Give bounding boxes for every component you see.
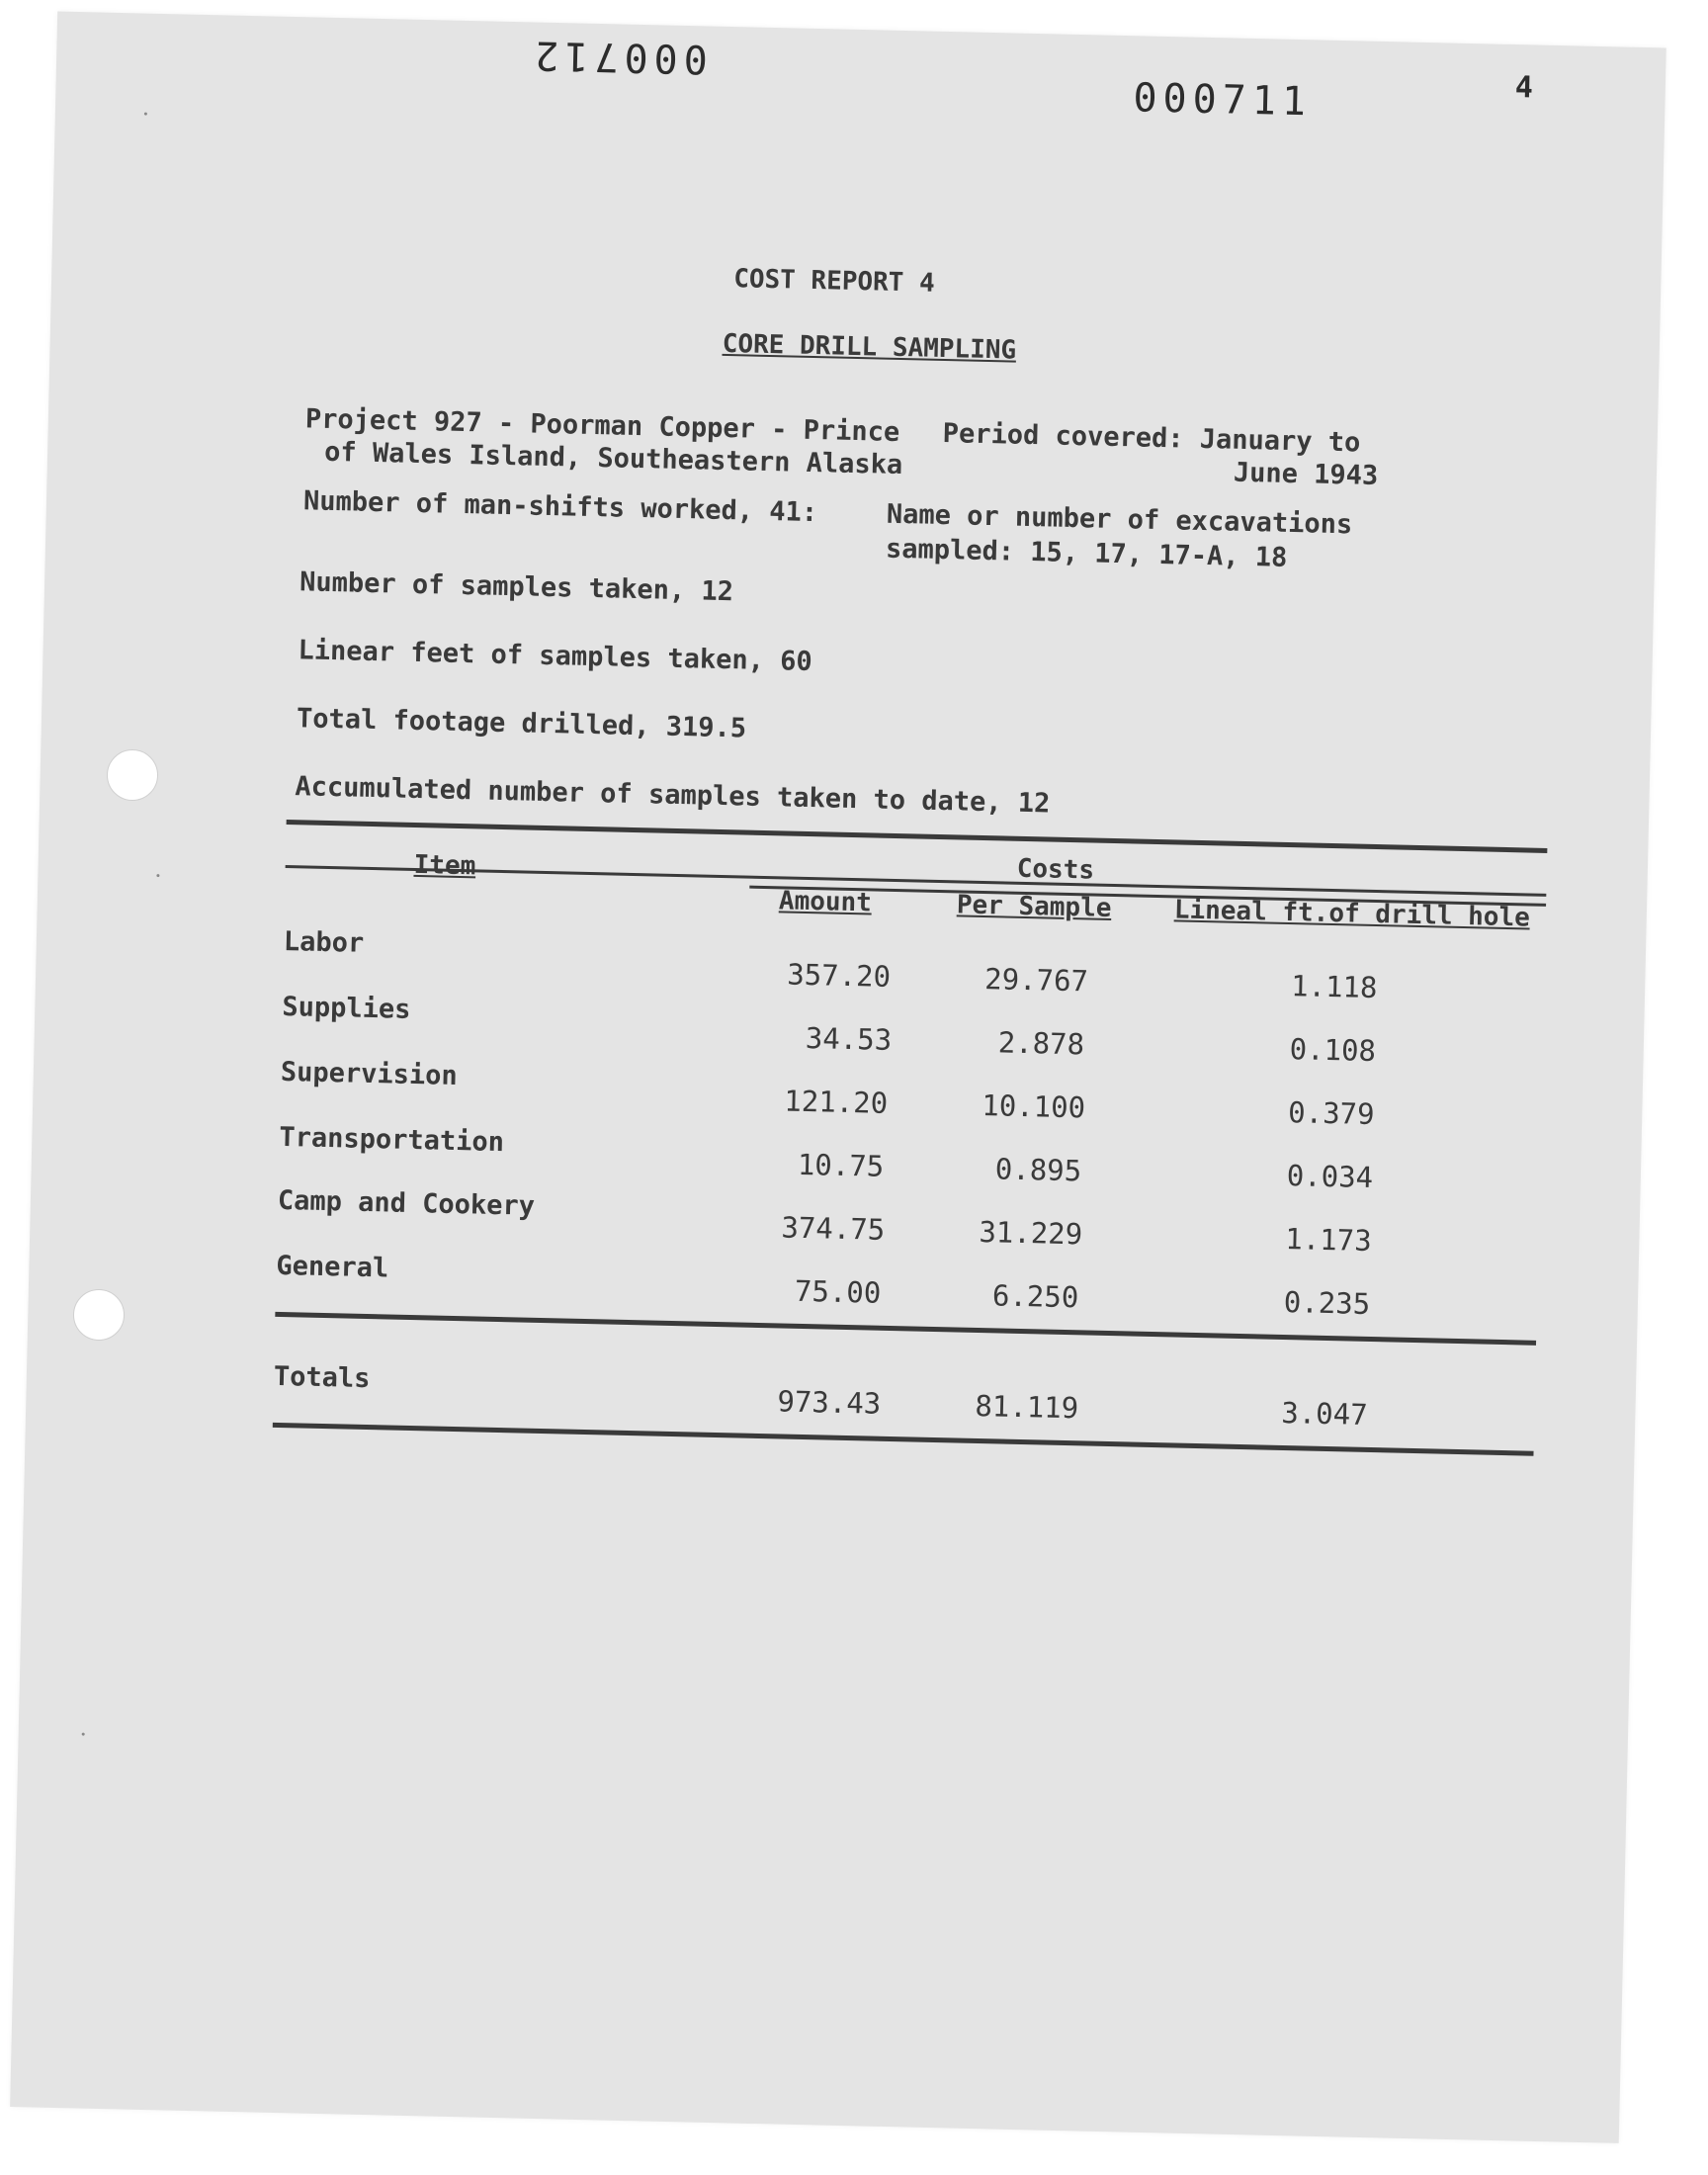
row-per-sample-camp-and-cookery: 31.229 [979,1215,1083,1252]
row-per-sample-transportation: 0.895 [994,1152,1082,1188]
row-per-sample-labor: 29.767 [983,962,1089,999]
punch-hole-upper [107,749,158,801]
row-item-transportation: Transportation [279,1121,505,1159]
row-lineal-supplies: 0.108 [1289,1032,1377,1069]
document-page [10,12,1666,2143]
excavations-line-2: sampled: 15, 17, 17-A, 18 [885,533,1288,573]
row-item-camp-and-cookery: Camp and Cookery [277,1184,536,1222]
row-amount-supplies: 34.53 [805,1020,893,1057]
paper-speck [156,874,159,877]
row-lineal-transportation: 0.034 [1286,1159,1374,1195]
row-amount-labor: 357.20 [786,957,892,994]
period-line-2: June 1943 [1233,457,1379,491]
excavations-line-1: Name or number of excavations [886,498,1353,541]
row-item-supplies: Supplies [282,991,411,1025]
row-item-general: General [276,1250,389,1284]
row-lineal-supervision: 0.379 [1287,1095,1375,1132]
row-amount-supervision: 121.20 [784,1084,889,1120]
totals-label: Totals [273,1360,371,1395]
report-title: COST REPORT 4 [732,264,936,299]
header-amount: Amount [778,886,873,918]
accumulated-samples: Accumulated number of samples taken to date, 12 [295,771,1051,820]
row-item-labor: Labor [283,925,365,959]
row-per-sample-supervision: 10.100 [981,1088,1086,1125]
rule-above-table [287,820,1548,853]
punch-hole-lower [73,1289,125,1341]
stamp-top-left: 000712 [528,32,709,82]
paper-speck [82,1733,85,1736]
header-costs: Costs [1016,853,1095,886]
row-per-sample-general: 6.250 [991,1278,1079,1315]
totals-lineal: 3.047 [1280,1395,1369,1432]
stamp-top-right: 000711 [1132,75,1313,126]
row-per-sample-supplies: 2.878 [997,1025,1085,1062]
project-line-2: of Wales Island, Southeastern Alaska [323,436,903,481]
row-lineal-labor: 1.118 [1290,969,1378,1005]
totals-per-sample: 81.119 [975,1388,1079,1426]
row-amount-camp-and-cookery: 374.75 [781,1210,886,1247]
row-amount-general: 75.00 [794,1273,882,1310]
linear-feet: Linear feet of samples taken, 60 [298,635,813,678]
row-lineal-camp-and-cookery: 1.173 [1284,1222,1373,1259]
row-item-supervision: Supervision [280,1056,459,1091]
man-shifts: Number of man-shifts worked, 41: [302,485,818,529]
totals-amount: 973.43 [777,1384,882,1421]
paper-speck [144,113,147,116]
header-lineal: Lineal ft.of drill hole [1173,895,1531,933]
project-line-1: Project 927 - Poorman Copper - Prince [304,403,900,448]
total-footage: Total footage drilled, 319.5 [296,703,747,744]
header-item: Item [413,849,476,882]
row-amount-transportation: 10.75 [797,1147,885,1183]
header-per-sample: Per Sample [956,890,1112,923]
page-number: 4 [1514,70,1534,106]
samples-taken: Number of samples taken, 12 [299,566,734,608]
row-lineal-general: 0.235 [1283,1285,1371,1321]
report-subtitle: CORE DRILL SAMPLING [722,328,1017,366]
period-line-1: Period covered: January to [942,417,1361,459]
